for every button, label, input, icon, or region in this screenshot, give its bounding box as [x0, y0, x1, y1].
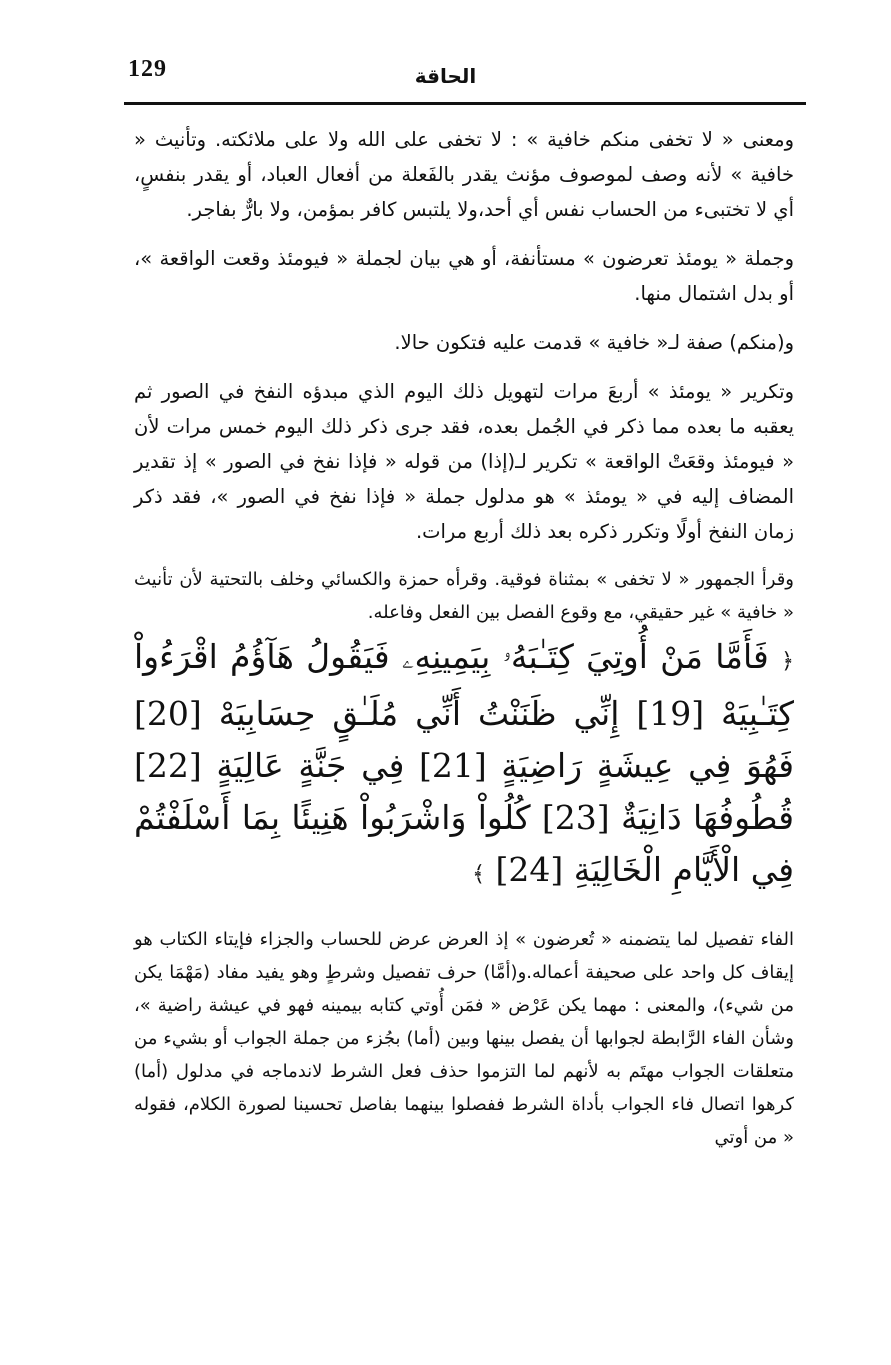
body-text — [134, 122, 794, 1156]
verse-close-ornament: ﴾ — [472, 862, 486, 887]
running-title: الحاقة — [414, 64, 477, 88]
verse-text: فَأَمَّا مَنْ أُوتِيَ كِتَـٰبَهُۥ بِيَمِينِهِۦ فَيَقُولُ هَآؤُمُ اقْرَءُواْ كِتَـٰبِيَهْ [19] إِنِّي ظَنَنْتُ أَنِّي مُلَـٰقٍ حِسَابِيَهْ [20] فَهُوَ فِي عِيشَةٍ رَاضِيَةٍ [21] فِي جَنَّةٍ عَالِيَةٍ [22] قُطُوفُهَا دَانِيَةٌ [23] كُلُواْ وَاشْرَبُواْ هَنِيئًا بِمَا أَسْلَفْتُمْ فِي الْأَيَّامِ الْخَالِيَةِ [24] — [134, 637, 794, 889]
header-rule — [124, 102, 806, 105]
paragraph-3: و(منكم) صفة لـ« خافية » قدمت عليه فتكون حالا. — [394, 331, 794, 354]
paragraph-4: وتكرير « يومئذ » أربعَ مرات لتهويل ذلك اليوم الذي مبدؤه النفخ في الصور ثم يعقبه ما بعده مما ذكر في الجُمل بعده، فقد جرى ذكر ذلك اليوم خمس مرات لأن « فيومئذ وقعَتْ الواقعة » تكرير لـ(إذا) من قوله « فإذا نفخ في الصور » إذ تقدير المضاف إليه في « يومئذ » هو مدلول جملة « فإذا نفخ في الصور »، فقد ذكر زمان النفخ أولًا وتكرر ذكره بعد ذلك أربع مرات. — [134, 380, 794, 543]
paragraph-5: وقرأ الجمهور « لا تخفى » بمثناة فوقية. وقرأه حمزة والكسائي وخلف بالتحتية لأن تأنيث « خافية » غير حقيقي، مع وقوع الفصل بين الفعل وفاعله. — [134, 569, 794, 623]
quran-verse — [134, 631, 794, 901]
verse-open-ornament: ﴿ — [781, 649, 794, 674]
paragraph-2: وجملة « يومئذ تعرضون » مستأنفة، أو هي بيان لجملة « فيومئذ وقعت الواقعة »، أو بدل اشتمال منها. — [134, 247, 794, 305]
paragraph-1: ومعنى « لا تخفى منكم خافية » : لا تخفى على الله ولا على ملائكته. وتأنيث « خافية » لأنه وصف لموصوف مؤنث يقدر بالفَعلة من أفعال العباد، أو يقدر بنفسٍ، أي لا تختبىء من الحساب نفس أي أحد،ولا يلتبس كافر بمؤمن، ولا بارٌّ بفاجر. — [134, 128, 794, 221]
page-number: 129 — [128, 56, 167, 82]
commentary-paragraph: الفاء تفصيل لما يتضمنه « تُعرضون » إذ العرض عرض للحساب والجزاء فإيتاء الكتاب هو إيقاف كل واحد على صحيفة أعماله.و(أمَّا) حرف تفصيل وشرطٍ وهو يفيد مفاد (مَهْمَا يكن من شيء)، والمعنى : مهما يكن عَرْض « فمَن أُوتي كتابه بيمينه فهو في عيشة راضية »، وشأن الفاء الرَّابطة لجوابها أن يفصل بينها وبين (أما) بجُزء من جملة الجواب أو بشيء من متعلقات الجواب مهتَم به لأنهم لما التزموا حذف فعل الشرط لاندماجه في مدلول (أما) كرهوا اتصال فاء الجواب بأداة الشرط ففصلوا بينهما بفاصل تحسينا لصورة الكلام، فقوله « من أوتي — [134, 929, 794, 1148]
